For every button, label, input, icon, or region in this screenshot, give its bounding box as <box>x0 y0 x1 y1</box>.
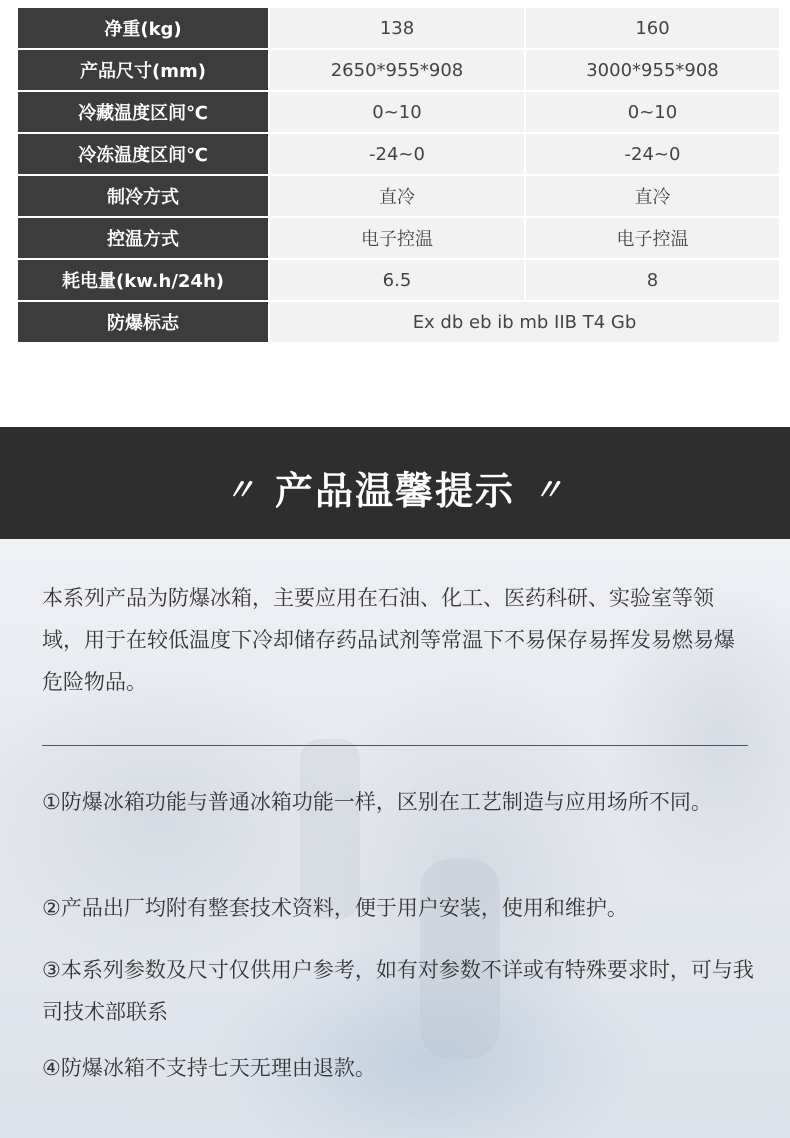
row-label: 净重(kg) <box>18 8 270 48</box>
tips-banner <box>0 427 790 539</box>
row-label: 冷冻温度区间℃ <box>18 134 270 174</box>
row-value-model-2: 3000*955*908 <box>526 50 779 90</box>
divider <box>42 745 748 746</box>
table-row <box>18 8 779 48</box>
table-row <box>18 260 779 300</box>
table-row <box>18 218 779 258</box>
row-value-model-1: 6.5 <box>270 260 526 300</box>
row-value-model-1: 2650*955*908 <box>270 50 526 90</box>
tips-body <box>0 539 790 1138</box>
row-value-model-2: 160 <box>526 8 779 48</box>
row-label: 防爆标志 <box>18 302 270 342</box>
left-quote-mark: 〃 <box>224 473 257 508</box>
row-value-model-2: 直冷 <box>526 176 779 216</box>
note-item: ③本系列参数及尺寸仅供用户参考，如有对参数不详或有特殊要求时，可与我司技术部联系 <box>42 958 754 1024</box>
explosion-mark-value: Ex db eb ib mb IIB T4 Gb <box>270 302 779 342</box>
note-item: ②产品出厂均附有整套技术资料，便于用户安装，使用和维护。 <box>42 896 628 920</box>
note-item: ④防爆冰箱不支持七天无理由退款。 <box>42 1056 376 1080</box>
row-label: 产品尺寸(mm) <box>18 50 270 90</box>
row-value-model-1: 0~10 <box>270 92 526 132</box>
table-row <box>18 92 779 132</box>
row-value-model-1: 电子控温 <box>270 218 526 258</box>
note-item: ①防爆冰箱功能与普通冰箱功能一样，区别在工艺制造与应用场所不同。 <box>42 790 712 814</box>
intro-paragraph: 本系列产品为防爆冰箱，主要应用在石油、化工、医药科研、实验室等领域，用于在较低温度下冷却储存药品试剂等常温下不易保存易挥发易燃易爆危险物品。 <box>42 586 735 694</box>
spec-table <box>18 6 779 344</box>
row-value-model-2: 0~10 <box>526 92 779 132</box>
right-quote-mark: 〃 <box>533 473 565 508</box>
row-label: 控温方式 <box>18 218 270 258</box>
row-label: 冷藏温度区间℃ <box>18 92 270 132</box>
row-value-model-1: -24~0 <box>270 134 526 174</box>
banner-title-group <box>225 460 565 515</box>
row-value-model-2: 电子控温 <box>526 218 779 258</box>
table-row-explosion-mark <box>18 302 779 342</box>
table-row <box>18 176 779 216</box>
row-value-model-1: 138 <box>270 8 526 48</box>
row-value-model-2: 8 <box>526 260 779 300</box>
table-row <box>18 50 779 90</box>
row-label: 耗电量(kw.h/24h) <box>18 260 270 300</box>
section-title: 产品温馨提示 <box>274 468 515 513</box>
table-row <box>18 134 779 174</box>
row-value-model-1: 直冷 <box>270 176 526 216</box>
row-value-model-2: -24~0 <box>526 134 779 174</box>
row-label: 制冷方式 <box>18 176 270 216</box>
